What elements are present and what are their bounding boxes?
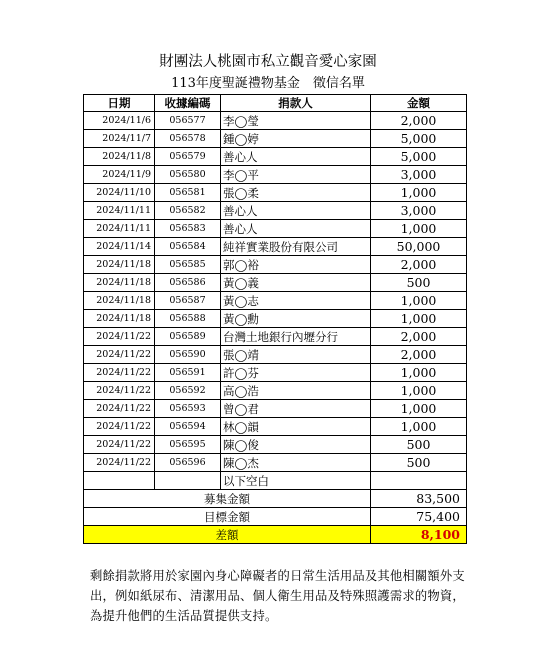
receipt-cell: 056590 — [155, 346, 221, 364]
table-row — [84, 148, 467, 166]
table-row — [84, 436, 467, 454]
target-label: 目標金額 — [84, 508, 371, 526]
column-header-amount: 金額 — [371, 95, 467, 112]
amount-cell: 500 — [371, 454, 467, 472]
amount-cell: 3,000 — [371, 202, 467, 220]
amount-cell: 500 — [371, 436, 467, 454]
column-header-date: 日期 — [84, 95, 155, 112]
donor-cell: 善心人 — [221, 148, 371, 166]
date-cell: 2024/11/18 — [84, 292, 155, 310]
table-row — [84, 292, 467, 310]
table-row — [84, 328, 467, 346]
receipt-cell: 056595 — [155, 436, 221, 454]
date-cell: 2024/11/8 — [84, 148, 155, 166]
table-row — [84, 112, 467, 130]
amount-cell: 1,000 — [371, 418, 467, 436]
receipt-cell: 056594 — [155, 418, 221, 436]
amount-cell: 2,000 — [371, 112, 467, 130]
date-cell: 2024/11/22 — [84, 400, 155, 418]
usage-note: 剩餘捐款將用於家園內身心障礙者的日常生活用品及其他相關額外支出，例如紙尿布、清潔用品、個人衛生用品及特殊照護需求的物資，為提升他們的生活品質提供支持。 — [90, 569, 465, 623]
table-row — [84, 238, 467, 256]
table-row — [84, 166, 467, 184]
list-subtitle: 113年度聖誕禮物基金 徵信名單 — [171, 76, 365, 91]
amount-cell: 5,000 — [371, 130, 467, 148]
raised-row — [84, 490, 467, 508]
receipt-cell: 056581 — [155, 184, 221, 202]
receipt-cell: 056585 — [155, 256, 221, 274]
difference-value: 8,100 — [371, 526, 467, 544]
amount-cell: 1,000 — [371, 382, 467, 400]
donor-cell: 李◯平 — [221, 166, 371, 184]
amount-cell: 1,000 — [371, 220, 467, 238]
donor-cell: 黃◯勳 — [221, 310, 371, 328]
date-cell: 2024/11/11 — [84, 202, 155, 220]
date-cell: 2024/11/22 — [84, 418, 155, 436]
receipt-cell: 056579 — [155, 148, 221, 166]
donor-cell: 善心人 — [221, 202, 371, 220]
date-cell: 2024/11/22 — [84, 454, 155, 472]
donor-cell: 以下空白 — [221, 472, 371, 490]
receipt-cell: 056583 — [155, 220, 221, 238]
table-row — [84, 364, 467, 382]
receipt-cell: 056587 — [155, 292, 221, 310]
donor-cell: 黃◯志 — [221, 292, 371, 310]
donor-cell: 陳◯杰 — [221, 454, 371, 472]
raised-label: 募集金額 — [84, 490, 371, 508]
donation-table — [83, 94, 467, 544]
date-cell: 2024/11/22 — [84, 346, 155, 364]
amount-cell: 1,000 — [371, 400, 467, 418]
target-value: 75,400 — [371, 508, 467, 526]
table-row — [84, 256, 467, 274]
amount-cell: 1,000 — [371, 364, 467, 382]
date-cell: 2024/11/18 — [84, 310, 155, 328]
date-cell: 2024/11/18 — [84, 274, 155, 292]
table-row — [84, 454, 467, 472]
donor-cell: 高◯浩 — [221, 382, 371, 400]
table-row — [84, 472, 467, 490]
donor-cell: 許◯芬 — [221, 364, 371, 382]
receipt-cell: 056586 — [155, 274, 221, 292]
amount-cell: 5,000 — [371, 148, 467, 166]
table-row — [84, 220, 467, 238]
amount-cell: 500 — [371, 274, 467, 292]
date-cell: 2024/11/22 — [84, 436, 155, 454]
receipt-cell: 056593 — [155, 400, 221, 418]
receipt-cell: 056582 — [155, 202, 221, 220]
date-cell: 2024/11/22 — [84, 382, 155, 400]
date-cell: 2024/11/10 — [84, 184, 155, 202]
amount-cell: 2,000 — [371, 346, 467, 364]
receipt-cell: 056588 — [155, 310, 221, 328]
donor-cell: 陳◯俊 — [221, 436, 371, 454]
date-cell: 2024/11/6 — [84, 112, 155, 130]
table-header-row — [84, 95, 467, 112]
table-row — [84, 418, 467, 436]
donor-cell: 純祥實業股份有限公司 — [221, 238, 371, 256]
difference-row — [84, 526, 467, 544]
receipt-cell: 056578 — [155, 130, 221, 148]
donor-cell: 台灣土地銀行內壢分行 — [221, 328, 371, 346]
date-cell: 2024/11/14 — [84, 238, 155, 256]
column-header-donor: 捐款人 — [221, 95, 371, 112]
table-row — [84, 346, 467, 364]
date-cell: 2024/11/7 — [84, 130, 155, 148]
donor-cell: 郭◯裕 — [221, 256, 371, 274]
donor-cell: 李◯瑩 — [221, 112, 371, 130]
amount-cell: 2,000 — [371, 328, 467, 346]
raised-value: 83,500 — [371, 490, 467, 508]
amount-cell: 2,000 — [371, 256, 467, 274]
receipt-cell: 056584 — [155, 238, 221, 256]
receipt-cell: 056589 — [155, 328, 221, 346]
donor-cell: 黃◯義 — [221, 274, 371, 292]
amount-cell: 3,000 — [371, 166, 467, 184]
donor-cell: 林◯韻 — [221, 418, 371, 436]
date-cell: 2024/11/9 — [84, 166, 155, 184]
donor-cell: 張◯靖 — [221, 346, 371, 364]
receipt-cell — [155, 472, 221, 490]
date-cell: 2024/11/18 — [84, 256, 155, 274]
donor-cell: 善心人 — [221, 220, 371, 238]
table-row — [84, 202, 467, 220]
donor-cell: 鍾◯婷 — [221, 130, 371, 148]
date-cell: 2024/11/22 — [84, 328, 155, 346]
receipt-cell: 056596 — [155, 454, 221, 472]
table-row — [84, 310, 467, 328]
table-row — [84, 130, 467, 148]
receipt-cell: 056577 — [155, 112, 221, 130]
table-row — [84, 274, 467, 292]
target-row — [84, 508, 467, 526]
receipt-cell: 056592 — [155, 382, 221, 400]
table-row — [84, 382, 467, 400]
donor-cell: 張◯柔 — [221, 184, 371, 202]
amount-cell: 1,000 — [371, 310, 467, 328]
date-cell: 2024/11/22 — [84, 364, 155, 382]
receipt-cell: 056591 — [155, 364, 221, 382]
difference-label: 差額 — [84, 526, 371, 544]
amount-cell: 50,000 — [371, 238, 467, 256]
amount-cell: 1,000 — [371, 292, 467, 310]
amount-cell — [371, 472, 467, 490]
org-title: 財團法人桃園市私立觀音愛心家園 — [159, 54, 377, 70]
donor-cell: 曾◯君 — [221, 400, 371, 418]
date-cell — [84, 472, 155, 490]
date-cell: 2024/11/11 — [84, 220, 155, 238]
column-header-receipt: 收據編碼 — [155, 95, 221, 112]
receipt-cell: 056580 — [155, 166, 221, 184]
amount-cell: 1,000 — [371, 184, 467, 202]
table-row — [84, 184, 467, 202]
table-row — [84, 400, 467, 418]
